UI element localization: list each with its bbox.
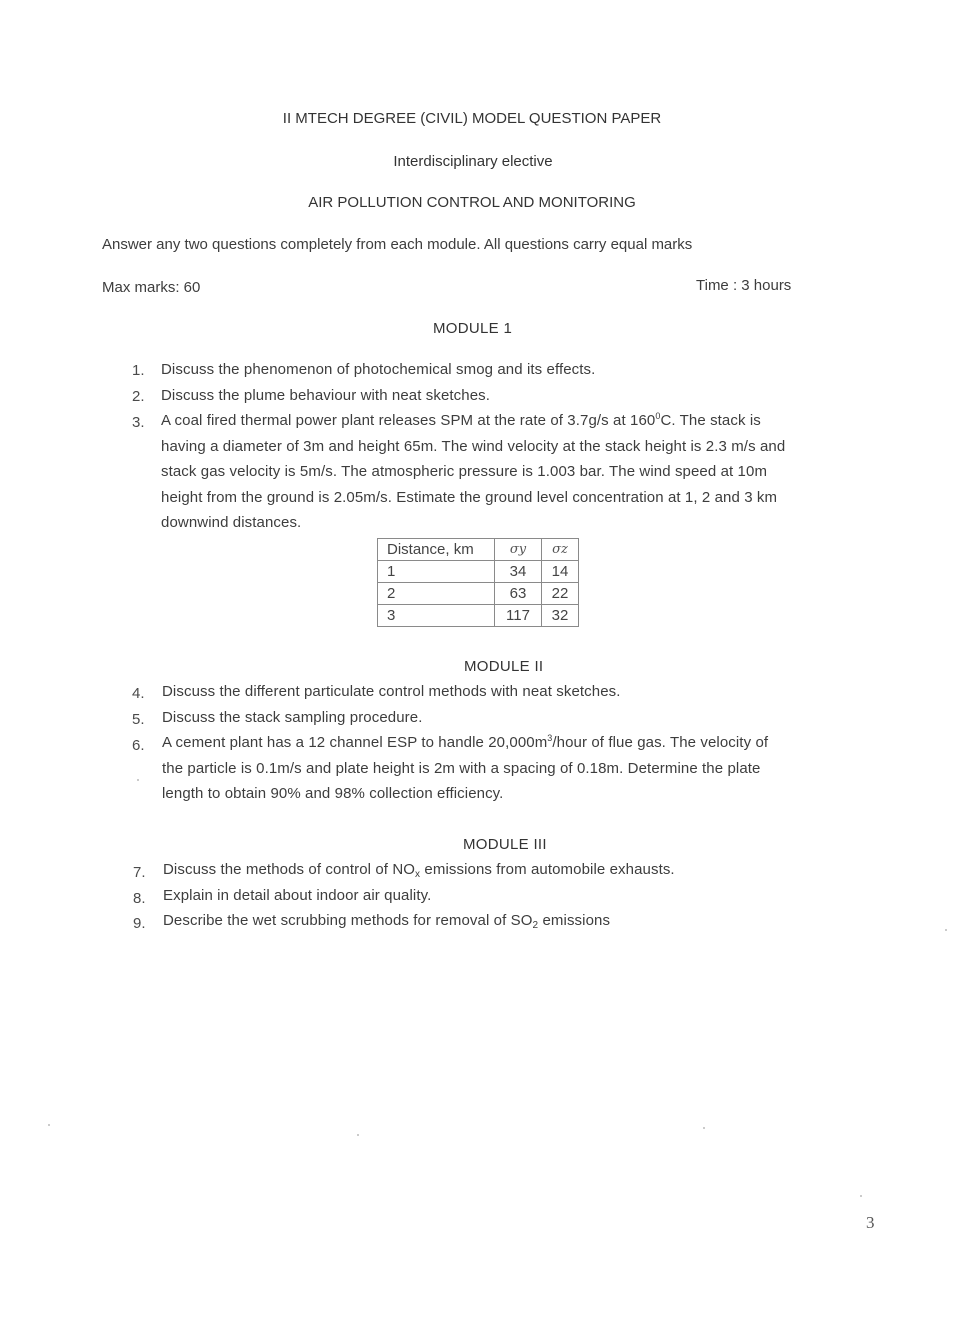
- question-text: [161, 408, 861, 536]
- table-cell: 14: [542, 561, 579, 583]
- table-cell: 1: [378, 561, 495, 583]
- module-2-title: MODULE II: [464, 658, 544, 675]
- question-text: [163, 857, 675, 883]
- question-text: Discuss the different particulate control methods with neat sketches.: [162, 683, 621, 700]
- question-text: Discuss the stack sampling procedure.: [162, 709, 423, 726]
- question-text-part: emissions from automobile exhausts.: [420, 861, 675, 878]
- table-cell: 22: [542, 583, 579, 605]
- table-cell: 117: [495, 605, 542, 627]
- question-text-line: stack gas velocity is 5m/s. The atmospheric pressure is 1.003 bar. The wind speed at 10m: [161, 463, 768, 480]
- question-text-line: length to obtain 90% and 98% collection efficiency.: [162, 785, 504, 802]
- module-3-title: MODULE III: [463, 836, 547, 853]
- subscript: x: [415, 869, 421, 880]
- scan-speck: [703, 1127, 705, 1129]
- question-text-part: Describe the wet scrubbing methods for removal of SO: [163, 912, 533, 929]
- scan-speck: [137, 779, 139, 781]
- table-header-row: [378, 539, 579, 561]
- paper-title: II MTECH DEGREE (CIVIL) MODEL QUESTION PAPER: [282, 110, 662, 127]
- table-row: [378, 583, 579, 605]
- question-text-line: A coal fired thermal power plant releases SPM at the rate of 3.7g/s at 160: [161, 412, 656, 429]
- question-number: 9.: [133, 915, 146, 932]
- question-text-line: having a diameter of 3m and height 65m. The wind velocity at the stack height is 2.3 m/s and: [161, 437, 786, 455]
- question-number: 1.: [132, 362, 145, 379]
- table-cell: 63: [495, 583, 542, 605]
- table-cell: 34: [495, 561, 542, 583]
- module-1-title: MODULE 1: [433, 320, 513, 337]
- scan-speck: [860, 1195, 862, 1197]
- question-number: 3.: [132, 414, 145, 431]
- time-allowed: Time : 3 hours: [696, 277, 792, 294]
- max-marks: Max marks: 60: [102, 279, 201, 296]
- question-number: 2.: [132, 388, 145, 405]
- subscript: 2: [532, 920, 539, 931]
- table-header-cell: σz: [542, 539, 579, 561]
- instructions: Answer any two questions completely from each module. All questions carry equal marks: [102, 236, 693, 253]
- question-text-line: C. The stack is: [660, 412, 761, 429]
- dispersion-coefficient-table: [377, 538, 579, 627]
- question-text: Discuss the phenomenon of photochemical smog and its effects.: [161, 361, 596, 378]
- page-number: 3: [866, 1213, 875, 1232]
- cubic-superscript: 3: [547, 733, 553, 743]
- question-number: 5.: [132, 711, 145, 728]
- question-number: 4.: [132, 685, 145, 702]
- question-number: 6.: [132, 737, 145, 754]
- question-text-part: emissions: [538, 912, 611, 929]
- question-text-line: height from the ground is 2.05m/s. Estimate the ground level concentration at 1, 2 and 3 km: [161, 488, 778, 506]
- table-header-cell: σy: [495, 539, 542, 561]
- question-text-line: the particle is 0.1m/s and plate height is 2m with a spacing of 0.18m. Determine the plate: [162, 759, 761, 777]
- scan-speck: [357, 1134, 359, 1136]
- scan-speck: [945, 929, 947, 931]
- table-cell: 2: [378, 583, 495, 605]
- question-text: [163, 908, 610, 934]
- table-row: [378, 561, 579, 583]
- question-text: Discuss the plume behaviour with neat sketches.: [161, 387, 491, 404]
- question-text-line: A cement plant has a 12 channel ESP to handle 20,000m: [162, 734, 548, 751]
- question-text-line: downwind distances.: [161, 514, 302, 531]
- question-text: Explain in detail about indoor air quality.: [163, 887, 432, 904]
- table-cell: 3: [378, 605, 495, 627]
- question-text: [162, 730, 862, 807]
- scan-speck: [48, 1124, 50, 1126]
- course-title: AIR POLLUTION CONTROL AND MONITORING: [308, 194, 636, 211]
- question-number: 8.: [133, 890, 146, 907]
- table-header-cell: Distance, km: [378, 539, 495, 561]
- degree-superscript: 0: [655, 411, 661, 421]
- question-number: 7.: [133, 864, 146, 881]
- question-text-line: /hour of flue gas. The velocity of: [552, 734, 769, 751]
- table-cell: 32: [542, 605, 579, 627]
- paper-subtitle: Interdisciplinary elective: [393, 153, 553, 170]
- question-text-part: Discuss the methods of control of NO: [163, 861, 416, 878]
- table-row: [378, 605, 579, 627]
